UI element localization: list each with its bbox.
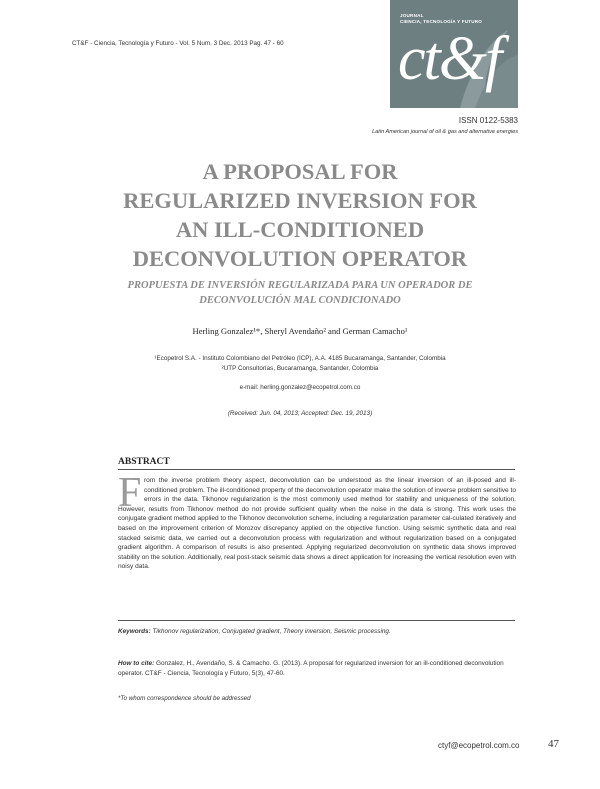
authors: Herling Gonzalez¹*, Sheryl Avendaño² and German Camacho¹ <box>192 326 408 336</box>
logo-small-text <box>400 13 482 25</box>
subtitle-line: DECONVOLUCIÓN MAL CONDICIONADO <box>199 295 401 306</box>
logo-journal-name: CIENCIA, TECNOLOGÍA Y FUTURO <box>400 19 483 24</box>
issn: ISSN 0122-5383 <box>458 116 518 125</box>
keywords-text: Tikhonov regularization, Conjugated gradient, Theory inversion, Seismic processing. <box>150 628 391 635</box>
paper-title <box>60 157 540 273</box>
keywords <box>118 628 516 635</box>
abstract-body <box>118 476 516 572</box>
abstract-text: rom the inverse problem theory aspect, deconvolution can be understood as the linear inversion of an ill-posed and ill-conditioned problem. The ill-conditioned property of the deconvolution operator make the solution of inverse problem sensitive to errors in the data. Tikhonov regularization is the most commonly used method for stability and uniqueness of the solution. However, results from Tikhonov method do not provide sufficient quality when the noise in the data is strong. This work uses the conjugate gradient method applied to the Tikhonov deconvolution scheme, including a regularization parameter cal-culated iteratively and based on the improvement criterion of Morozov discrepancy applied on the objective function. Using seismic synthetic data and real stacked seismic data, we carried out a deconvolution process with regularization and without regularization based on a conjugated gradient algorithm. A comparison of results is also presented. Applying regularized deconvolution on synthetic data shows improved stability on the solution. Additionally, real post-stack seismic data shows a direct application for increasing the vertical resolution even with noisy data. <box>118 477 516 571</box>
abstract-top-divider <box>118 469 515 470</box>
affiliation: ¹Ecopetrol S.A. - Instituto Colombiano del Petróleo (ICP), A.A. 4185 Bucaramanga, Santander, Colombia <box>154 355 446 362</box>
logo-main-text: ct&f <box>398 25 501 93</box>
title-line: REGULARIZED INVERSION FOR <box>123 188 477 213</box>
journal-header: CT&F - Ciencia, Tecnología y Futuro - Vol. 5 Num. 3 Dec. 2013 Pag. 47 - 60 <box>72 40 284 47</box>
page-number: 47 <box>548 738 559 750</box>
drop-cap-spacer <box>118 476 144 502</box>
footer-email[interactable]: ctyf@ecopetrol.com.co <box>438 741 520 750</box>
how-to-cite <box>118 659 516 679</box>
title-line: AN ILL-CONDITIONED <box>175 217 425 242</box>
title-line: DECONVOLUTION OPERATOR <box>132 246 468 271</box>
abstract-heading: ABSTRACT <box>118 457 170 467</box>
cite-text: Gonzalez, H., Avendaño, S. & Camacho. G. (2013). A proposal for regularized inversion for an ill-conditioned deconvolution operator. CT&F - Ciencia, Tecnología y Futuro, 5(3), 47-60. <box>118 660 504 677</box>
affiliation: ²UTP Consultorías, Bucaramanga, Santander, Colombia <box>221 365 379 372</box>
subtitle-line: PROPUESTA DE INVERSIÓN REGULARIZADA PARA UN OPERADOR DE <box>127 280 473 291</box>
cite-label: How to cite: <box>118 660 155 667</box>
journal-subtitle: Latin American journal of oil & gas and alternative energies <box>372 129 518 135</box>
logo-journal-label: JOURNAL <box>400 13 424 18</box>
abstract-drop-cap: F <box>118 470 142 516</box>
keywords-label: Keywords: <box>118 628 151 635</box>
affiliations <box>60 354 540 374</box>
keywords-top-divider <box>118 620 515 621</box>
correspondence-note: *To whom correspondence should be addressed <box>118 695 251 702</box>
author-email: e-mail: herling.gonzalez@ecopetrol.com.co <box>239 384 361 391</box>
received-dates: (Received: Jun. 04, 2013; Accepted: Dec. 19, 2013) <box>227 410 373 417</box>
paper-subtitle <box>60 278 540 308</box>
title-line: A PROPOSAL FOR <box>202 159 398 184</box>
